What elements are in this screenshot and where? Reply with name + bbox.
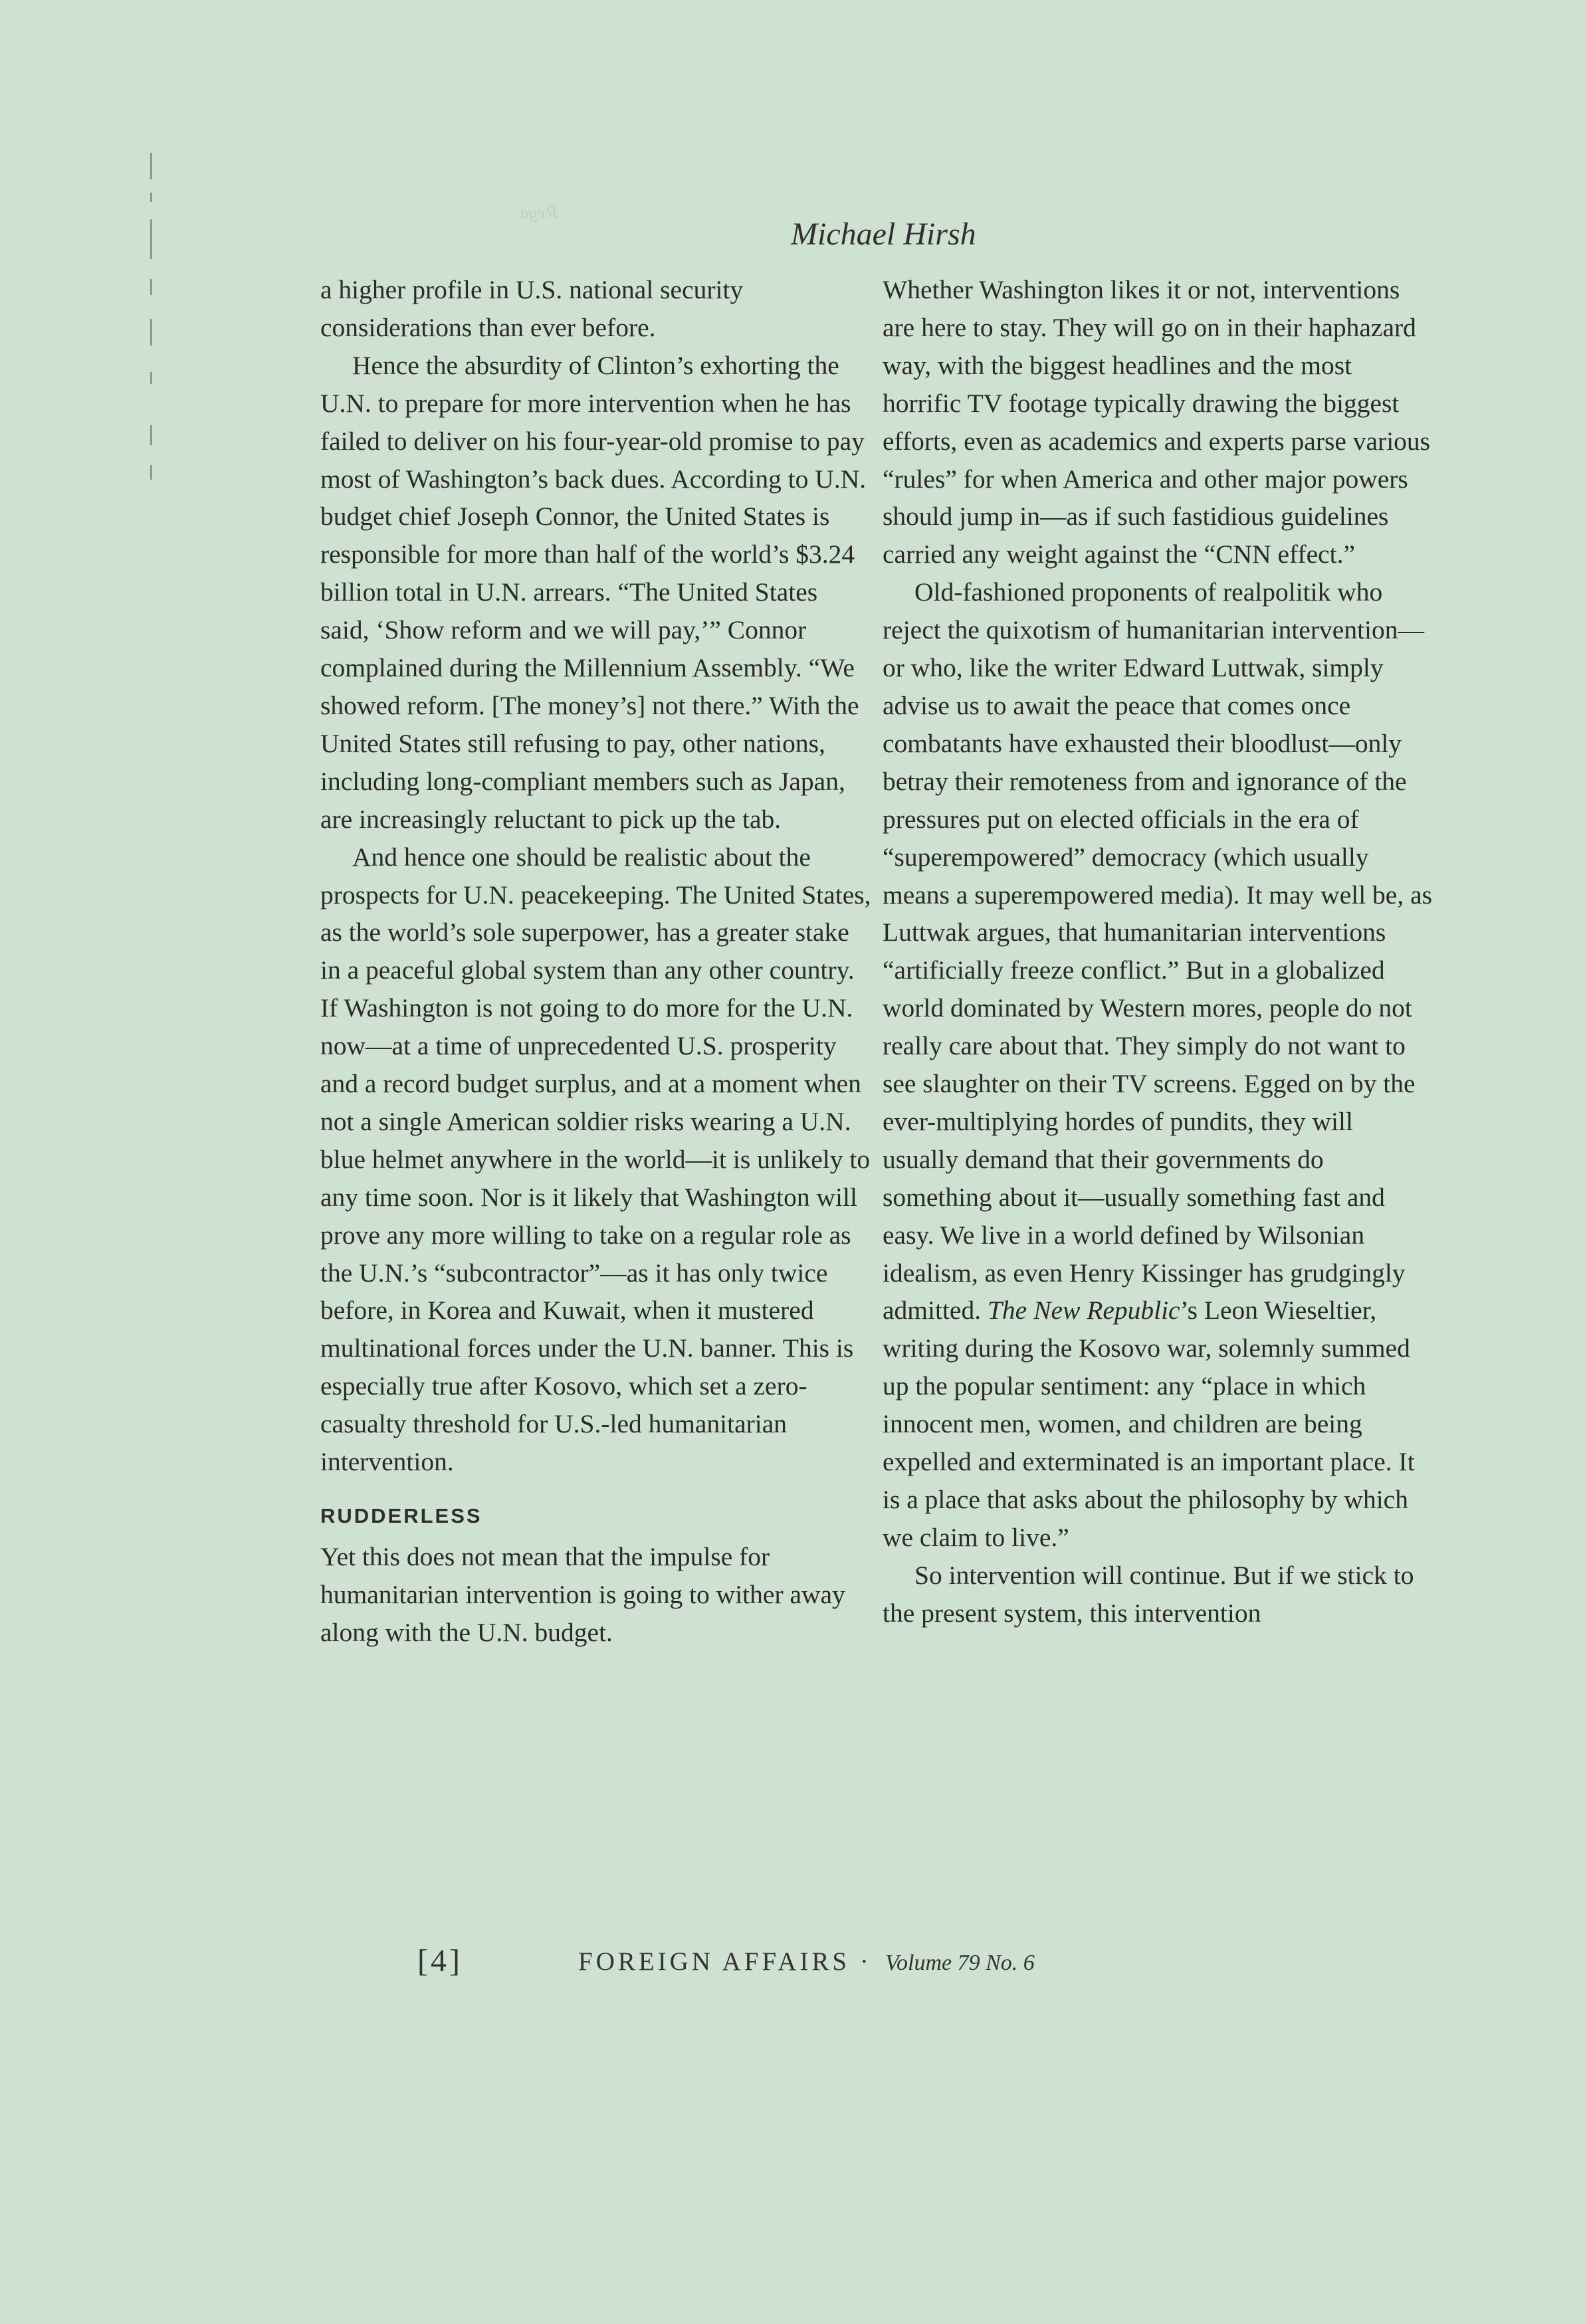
page-number: [4] bbox=[417, 1943, 463, 1979]
right-paragraph-2-start: Old-fashioned proponents of realpolitik who reject the quixotism of humanitarian intervention—or who, like the writer Edward Luttwak, simply advise us to await the peace that comes once combatants have exhausted their bloodlust—only betray their remoteness from and ignorance of the pressures put on elected officials in the era of “superempowered” democracy (which usually means a superempowered media). It may well be, as Luttwak argues, that humanitarian interventions “artificially freeze conflict.” But in a globalized world dominated by Western mores, people do not really care about that. They simply do not want to see slaughter on their TV screens. Egged on by the ever-multiplying hordes of pundits, they will usually demand that their governments do something about it—usually something fast and easy. We live in a world defined by Wilsonian idealism, as even Henry Kissinger has grudgingly admitted. bbox=[883, 577, 1432, 1325]
volume-info: Volume 79 No. 6 bbox=[885, 1951, 1035, 1975]
left-paragraph-3: And hence one should be realistic about the prospects for U.N. peacekeeping. The United States, as the world’s sole superpower, has a greater stake in a peaceful global system than any other country. If Washington is not going to do more for the U.N. now—at a time of unprecedented U.S. prosperity and a record budget surplus, and at a moment when not a single American soldier risks wearing a U.N. blue helmet anywhere in the world—it is unlikely to any time soon. Nor is it likely that Washington will prove any more willing to take on a regular role as the U.N.’s “subcontractor”—as it has only twice before, in Korea and Kuwait, when it mustered multinational forces under the U.N. banner. This is especially true after Kosovo, which set a zero-casualty threshold for U.S.-led humanitarian intervention. bbox=[320, 842, 871, 1477]
margin-marks bbox=[150, 153, 163, 498]
magazine-title-italic: The New Republic bbox=[987, 1296, 1180, 1325]
right-column bbox=[883, 271, 1434, 1632]
running-head-author: Michael Hirsh bbox=[791, 217, 976, 252]
right-paragraph-2 bbox=[883, 573, 1434, 1557]
right-paragraph-2-end: ’s Leon Wieseltier, writing during the Kosovo war, solemnly summed up the popular sentiment: any “place in which innocent men, women, and children are being expelled and exterminated is an important place. It is a place that asks about the philosophy by which we claim to live.” bbox=[883, 1296, 1415, 1552]
left-paragraph-4: Yet this does not mean that the impulse for humanitarian intervention is going to wither away along with the U.N. budget. bbox=[320, 1542, 845, 1647]
journal-name bbox=[578, 1947, 872, 1977]
left-paragraph-1: a higher profile in U.S. national security considerations than ever before. bbox=[320, 275, 744, 342]
left-column bbox=[320, 271, 872, 1652]
right-paragraph-3: So intervention will continue. But if we stick to the present system, this intervention bbox=[883, 1560, 1414, 1628]
right-paragraph-1: Whether Washington likes it or not, interventions are here to stay. They will go on in their haphazard way, with the biggest headlines and the most horrific TV footage typically drawing the biggest efforts, even as academics and experts parse various “rules” for when America and other major powers should jump in—as if such fastidious guidelines carried any weight against the “CNN effect.” bbox=[883, 275, 1431, 569]
bleed-through-text: ᴿᵉᵍᵃ bbox=[518, 200, 559, 233]
left-paragraph-2: Hence the absurdity of Clinton’s exhorting the U.N. to prepare for more intervention when he has failed to deliver on his four-year-old promise to pay most of Washington’s back dues. According to U.N. budget chief Joseph Connor, the United States is responsible for more than half of the world’s $3.24 billion total in U.N. arrears. “The United States said, ‘Show reform and we will pay,’” Connor complained during the Millennium Assembly. “We showed reform. [The money’s] not there.” With the United States still refusing to pay, other nations, including long-compliant members such as Japan, are increasingly reluctant to pick up the tab. bbox=[320, 350, 867, 834]
journal-title: FOREIGN AFFAIRS bbox=[578, 1947, 851, 1976]
section-heading: RUDDERLESS bbox=[320, 1504, 482, 1527]
footer-separator: · bbox=[859, 1947, 872, 1976]
